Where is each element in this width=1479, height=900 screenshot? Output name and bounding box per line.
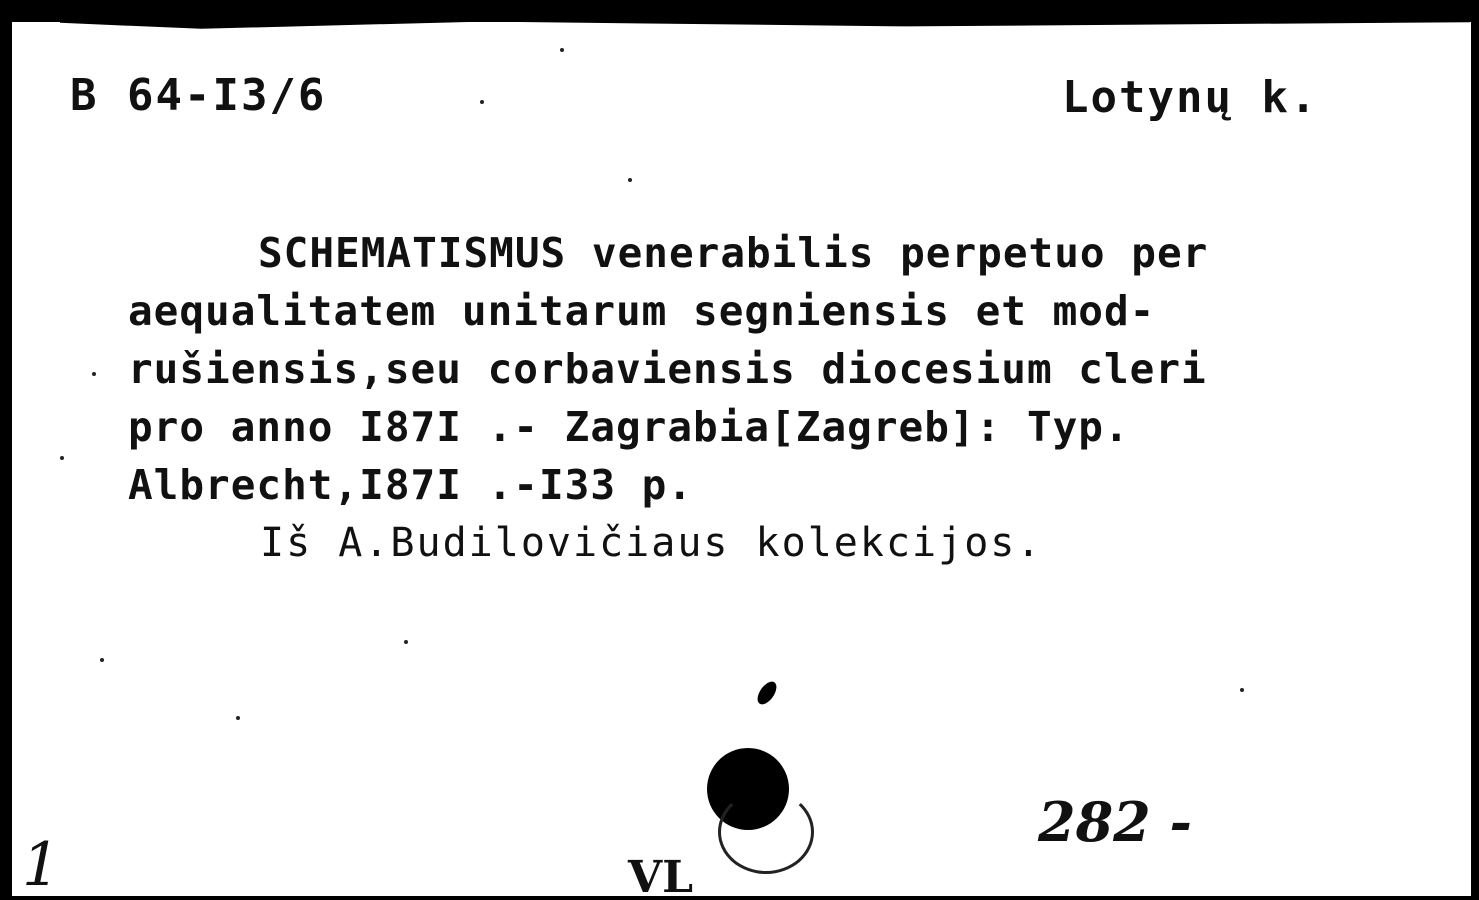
scan-speck: [60, 456, 64, 460]
provenance-note: Iš A.Budilovičiaus kolekcijos.: [260, 520, 1043, 566]
scan-speck: [480, 100, 484, 104]
scan-speck: [1240, 688, 1244, 692]
punch-hole-shadow: [718, 790, 814, 874]
handwritten-mark: 1: [22, 830, 61, 900]
call-number: B 64-I3/6: [70, 70, 327, 121]
scan-speck: [560, 48, 564, 52]
language-label: Lotynų k.: [1062, 72, 1319, 123]
scan-speck: [100, 658, 104, 662]
entry-line: Albrecht,I87I .-I33 p.: [128, 461, 694, 509]
handwritten-number: 282 -: [1038, 790, 1192, 854]
scan-border-top-edge: [60, 18, 1470, 30]
entry-line: SCHEMATISMUS venerabilis perpetuo per: [258, 229, 1209, 277]
entry-line: rušiensis,seu corbaviensis diocesium cleri: [128, 345, 1207, 393]
bibliographic-entry: [128, 224, 1208, 514]
stamp-vl: VL: [628, 852, 694, 900]
entry-line: aequalitatem unitarum segniensis et mod-: [128, 287, 1156, 335]
entry-line: pro anno I87I .- Zagrabia[Zagreb]: Typ.: [128, 403, 1130, 451]
scan-speck: [92, 372, 96, 376]
scan-border-right: [1471, 0, 1479, 900]
scan-speck: [236, 716, 240, 720]
scan-speck: [404, 640, 408, 644]
scan-speck: [628, 178, 632, 182]
scan-border-left: [0, 0, 12, 900]
ink-mark: [754, 678, 780, 707]
scan-border-bottom: [0, 896, 1479, 900]
